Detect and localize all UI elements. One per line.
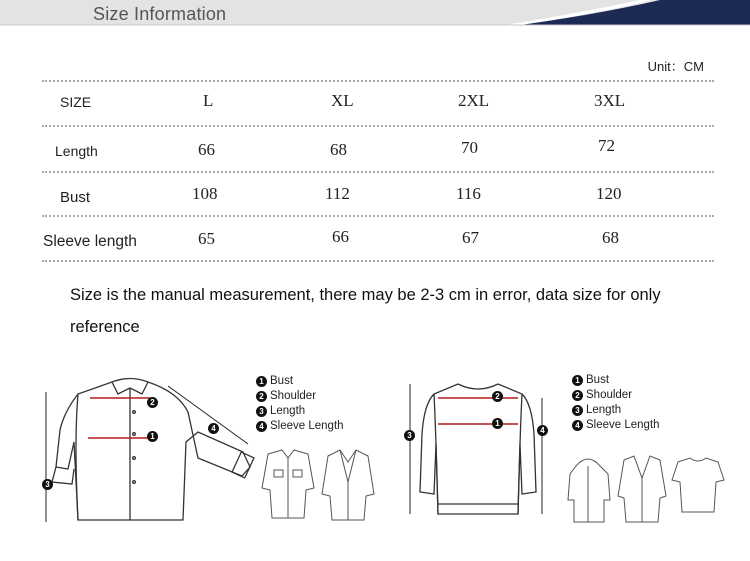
legend-number-badge: 1 [572, 375, 583, 386]
legend-label: Shoulder [270, 390, 317, 402]
unit-label: Unit：CM [647, 59, 704, 74]
table-cell: 120 [596, 184, 622, 203]
table-cell: 68 [602, 228, 619, 247]
legend-number-badge: 4 [572, 420, 583, 431]
table-divider [42, 125, 714, 127]
size-header: SIZE [60, 94, 92, 110]
marker-badge: 1 [492, 418, 503, 429]
table-cell: 66 [332, 227, 349, 246]
legend-number-badge: 3 [572, 405, 583, 416]
legend-number-badge: 2 [572, 390, 583, 401]
table-divider [42, 260, 714, 262]
table-cell: 68 [330, 140, 347, 159]
legend-number-badge: 3 [256, 406, 267, 417]
marker-badge: 1 [147, 431, 158, 442]
table-divider [42, 80, 714, 82]
legend-label: Bust [270, 375, 294, 387]
shirt-measure-diagram [38, 372, 256, 532]
table-cell: 72 [598, 136, 615, 155]
legend-label: Sleeve Length [270, 420, 344, 432]
legend-item [256, 419, 344, 434]
hoodie-cardigan-tee-icons [566, 452, 726, 528]
marker-badge: 2 [492, 391, 503, 402]
table-cell: 65 [198, 229, 215, 248]
legend-item [256, 404, 344, 419]
size-col-xl: XL [331, 91, 354, 110]
jacket-suit-icons [248, 448, 378, 526]
legend-item [572, 373, 660, 388]
legend-label: Bust [586, 374, 610, 386]
size-col-3xl: 3XL [594, 91, 626, 110]
row-label-sleeve: Sleeve length [43, 233, 137, 250]
legend-item [572, 388, 660, 403]
legend-label: Sleeve Length [586, 419, 660, 431]
legend-label: Length [586, 404, 622, 416]
marker-badge: 2 [147, 397, 158, 408]
legend-item [572, 403, 660, 418]
marker-badge: 3 [404, 430, 415, 441]
legend-item [256, 374, 344, 389]
table-divider [42, 171, 714, 173]
table-cell: 70 [461, 138, 478, 157]
legend-label: Shoulder [586, 389, 633, 401]
sweater-measure-diagram [400, 374, 550, 524]
legend-number-badge: 2 [256, 391, 267, 402]
table-cell: 116 [456, 184, 481, 203]
marker-badge: 4 [208, 423, 219, 434]
marker-badge: 4 [537, 425, 548, 436]
table-cell: 108 [192, 184, 218, 203]
legend-item [572, 418, 660, 433]
page-title: Size Information [93, 4, 227, 24]
marker-badge: 3 [42, 479, 53, 490]
legend-left [256, 374, 344, 434]
table-cell: 112 [325, 184, 350, 203]
size-col-2xl: 2XL [458, 91, 490, 110]
table-divider [42, 215, 714, 217]
legend-label: Length [270, 405, 306, 417]
legend-number-badge: 1 [256, 376, 267, 387]
table-cell: 66 [198, 140, 215, 159]
measurement-note: Size is the manual measurement, there may be 2-3 cm in error, data size for only reference [70, 286, 661, 336]
row-label-bust: Bust [60, 189, 91, 206]
legend-number-badge: 4 [256, 421, 267, 432]
table-cell: 67 [462, 228, 479, 247]
legend-item [256, 389, 344, 404]
row-label-length: Length [55, 143, 98, 159]
size-col-l: L [203, 91, 214, 110]
header-band [0, 0, 750, 28]
legend-right [572, 373, 660, 433]
